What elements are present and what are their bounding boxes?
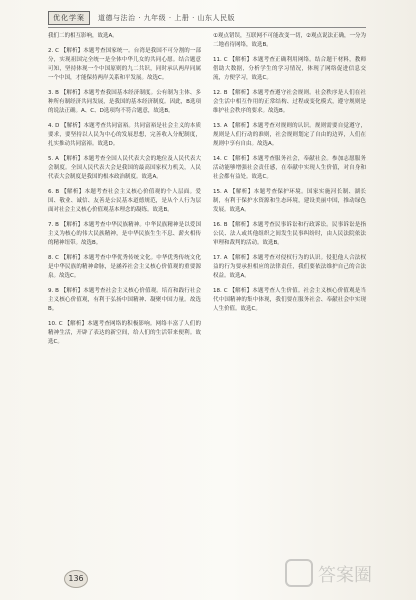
left-answer-paragraph: 2. C 【解析】本题考查国家统一。台湾是我国不可分割的一部分，实现祖国完全统一是全体中华儿女的共同心愿。结合题意可知，坚持体现一个中国原则的九二共识，同时承认两岸同属一个中国，才能保持两岸关系和平发展。故选C。 [48, 48, 201, 81]
left-answer-paragraph: 7. B 【解析】本题考查中华民族精神。中华民族精神是以爱国主义为核心的伟大民族精神，是中华民族生生不息、薪火相传的精神纽带。故选B。 [48, 222, 201, 246]
right-answer-paragraph: 14. C 【解析】本题考查服务社会，奉献社会。参加志愿服务活动能够增强社会责任感，在奉献中实现人生价值，对自身和社会都有益处。故选C。 [213, 156, 366, 180]
right-answer-paragraph: 12. B 【解析】本题考查遵守社会规则。社会秩序是人们在社会生活中相互作用的正常结构、过程或变化模式，遵守规则是维护社会秩序的要求。故选B。 [213, 90, 366, 114]
right-answer-paragraph: 18. C 【解析】本题考查人生价值。社会主义核心价值观是当代中国精神的集中体现，我们要在服务社会、奉献社会中实现人生价值。故选C。 [213, 288, 366, 312]
left-answer-paragraph: 5. A 【解析】本题考查全国人民代表大会的地位及人民代表大会制度。全国人民代表大会是我国的最高国家权力机关，人民代表大会制度是我国的根本政治制度。故选A。 [48, 156, 201, 180]
header-subtitle: 道德与法治 · 九年级 · 上册 · 山东人民版 [98, 14, 236, 22]
left-answer-paragraph: 4. D 【解析】本题考查共同富裕。共同富裕是社会主义的本质要求，要坚持以人民为中心的发展思想，完善收入分配制度，扎实推动共同富裕。故选D。 [48, 123, 201, 147]
left-answer-paragraph: 9. B 【解析】本题考查社会主义核心价值观。培育和践行社会主义核心价值观，有利于弘扬中国精神、凝聚中国力量。故选B。 [48, 288, 201, 312]
answer-columns [48, 32, 366, 572]
right-answer-paragraph: 16. B 【解析】本题考查民事诉讼和行政诉讼。民事诉讼是指公民、法人或其他组织之间发生民事纠纷时，由人民法院依法审理和裁判的活动。故选B。 [213, 222, 366, 246]
left-column [48, 32, 201, 572]
left-answer-paragraph: 3. B 【解析】本题考查我国基本经济制度。公有制为主体、多种所有制经济共同发展，是我国的基本经济制度。因此，B选项的说法正确。A、C、D选项均不符合题意，故选B。 [48, 90, 201, 114]
right-answer-paragraph: 11. C 【解析】本题考查正确利用网络。结合题干材料，教师借助大数据，分析学生的学习情况，体现了网络促进信息交流，方便学习，故选C。 [213, 57, 366, 81]
header-book-label: 优化学案 [48, 11, 90, 25]
left-answer-paragraph: 6. B 【解析】本题考查社会主义核心价值观的个人层面。爱国、敬业、诚信、友善是公民基本道德规范，是从个人行为层面对社会主义核心价值观基本理念的凝练。故选B。 [48, 189, 201, 213]
page-number: 136 [64, 570, 88, 588]
right-answer-paragraph: ①观点错误，互联网不可能改变一切，②观点说法正确，一分为二地看待网络，故选B。 [213, 33, 366, 48]
right-answer-paragraph: 15. A 【解析】本题考查保护环境。国家实施河长制、湖长制，有利于保护水资源和生态环境，建设美丽中国，推动绿色发展。故选A。 [213, 189, 366, 213]
right-answer-paragraph: 17. A 【解析】本题考查对侵权行为的认识。侵犯他人合法权益的行为要承担相应的法律责任，我们要依法维护自己的合法权益。故选A。 [213, 255, 366, 279]
left-answer-paragraph: 8. C 【解析】本题考查中华优秀传统文化。中华优秀传统文化是中华民族的精神命脉，是涵养社会主义核心价值观的重要源泉。故选C。 [48, 255, 201, 279]
left-answer-paragraph: 10. C 【解析】本题考查网络的积极影响。网络丰富了人们的精神生活，开辟了表达的新空间，给人们的生活带来便利。故选C。 [48, 321, 201, 345]
header-divider [48, 27, 366, 28]
right-column [213, 32, 366, 572]
watermark-text: 答案圈 [318, 565, 372, 586]
right-answer-paragraph: 13. A 【解析】本题考查对规则的认识。规则需要自觉遵守，规则是人们行动的准则，社会规则划定了自由的边界，人们在规则中享有自由。故选A。 [213, 123, 366, 147]
watermark-logo [284, 554, 404, 594]
page-header [48, 8, 366, 28]
left-answer-paragraph: 我们二的相互影响，故选A。 [48, 33, 118, 39]
